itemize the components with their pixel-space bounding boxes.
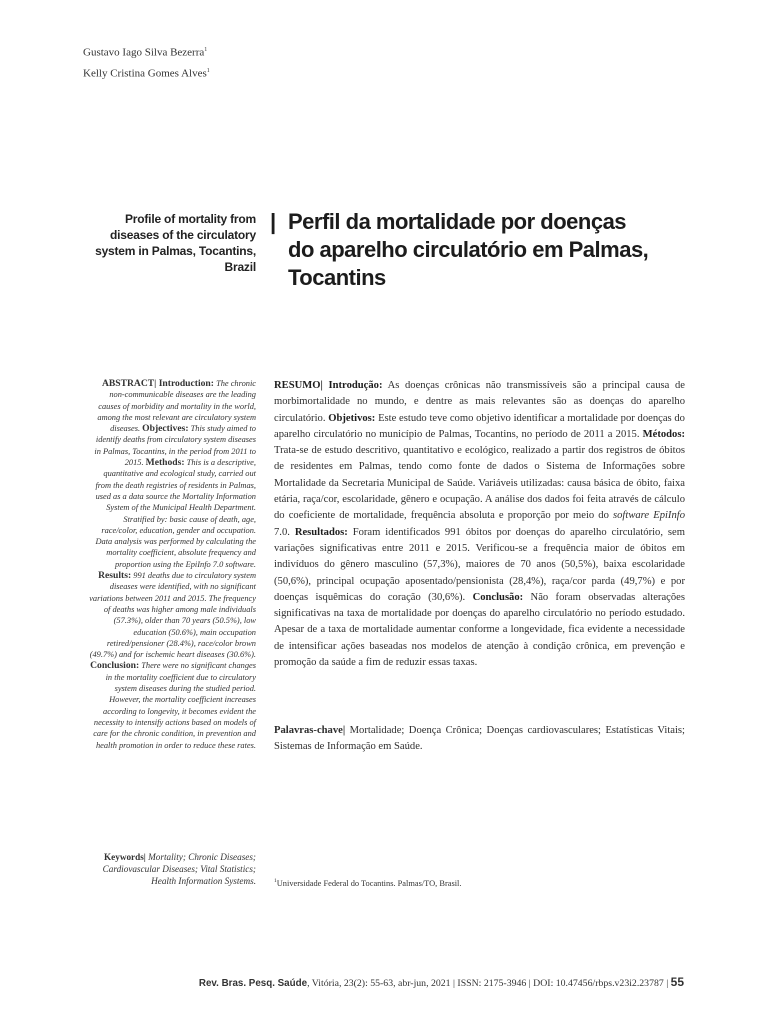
page-number: 55 [670,975,684,989]
citation-info: , Vitória, 23(2): 55-63, abr-jun, 2021 | ISSN: 2175-3946 | DOI: 10.47456/rbps.v23i2.23787 | [307,978,669,989]
author-2 [83,62,210,83]
abstract-objectives-label: Objectives: [142,423,189,435]
author-list [83,41,210,82]
resumo-conclusao: Não foram observadas alterações significativas na taxa de mortalidade por doenças do aparelho circulatório no período estudado. Apesar de a taxa de mortalidade aumentar conforme a longevidade, fica evidente a necessidade de intensificar ações baseadas nos modelos de atenção à condição crônica, em prevenção e promoção da saúde a fim de reduzir essas taxas. [274,591,685,669]
journal-name: Rev. Bras. Pesq. Saúde [198,978,308,989]
title-line-2: do aparelho circulatório em Palmas, [288,237,649,262]
abstract-methods: This is a descriptive, quantitative and ecological study, carried out from the death registries of residents in Palmas, used as a data source the Mortality Information System of the Municipal Health Department. Stratified by: basic cause of death, age, race/color, education, gender and occupation. Data analysis was performed by calculating the mortality coefficient, absolute frequency and proportion using the EpiInfo 7.0 software. [95,458,256,569]
abstract-heading: ABSTRACT| Introduction: [101,378,214,389]
abstract-conclusion: There were no significant changes in the mortality coefficient due to circulatory system diseases during the studied period. However, the mortality coefficient increases according to longevity, it becomes evident the necessity to intensify actions based on models of care for the chronic condition, in prevention and health promotion in order to reduce these rates. [93,661,256,750]
palavras-chave-label: Palavras-chave| [274,725,346,736]
english-title: Profile of mortality from diseases of the circulatory system in Palmas, Tocantins, Brazil [95,212,256,274]
title-line-1: Perfil da mortalidade por doenças [288,209,627,234]
abstract-introduction: The chronic non-communicable diseases are the leading causes of morbidity and mortality in the world, among the most relevant are circulatory system diseases. [97,379,256,434]
affiliation-text: Universidade Federal do Tocantins. Palmas/TO, Brasil. [276,878,462,888]
resumo-objetivos-label: Objetivos: [328,412,376,424]
abstract-objectives: This study aimed to identify deaths from circulatory system diseases in Palmas, Tocantins, in the period from 2011 to 2015. [94,424,256,468]
resumo-metodos-version: 7.0. [274,526,290,538]
author-name: Gustavo Iago Silva Bezerra [83,46,205,59]
author-affiliation-mark: 1 [204,47,208,53]
resumo-metodos: Trata-se de estudo descritivo, quantitativo e ecológico, realizado a partir dos registros de óbitos de residentes em Palmas, tendo como fonte de dados o Sistema de Informações sobre Mortalidade da Secretaria Municipal de Saúde. Variáveis utilizadas: causa básica de óbito, faixa etária, raça/cor, escolaridade, gênero e ocupação. A análise dos dados foi feita através de cálculo do coeficiente de mortalidade, frequência absoluta e proporção por meio do [274,445,685,522]
author-1 [83,41,210,62]
page-footer [199,975,684,989]
keywords-label: Keywords| [104,852,146,862]
title-bar-mark: | [270,209,276,234]
resumo-portuguese [274,378,685,671]
palavras-chave-text: Mortalidade; Doença Crônica; Doenças cardiovasculares; Estatísticas Vitais; Sistemas de Informação em Saúde. [274,725,685,753]
keywords-text: Mortality; Chronic Diseases; Cardiovascular Diseases; Vital Statistics; Health Information Systems. [102,852,256,886]
resumo-software: software EpiInfo [613,510,685,522]
keywords-english [88,851,256,887]
resumo-conclusao-label: Conclusão: [472,591,524,603]
resumo-introducao-label: Introdução: [328,380,383,391]
abstract-results-label: Results: [98,570,132,582]
resumo-resultados-label: Resultados: [294,526,348,538]
abstract-conclusion-label: Conclusion: [90,660,140,672]
abstract-methods-label: Methods: [145,457,185,469]
resumo-introducao: As doenças crônicas não transmissíveis são a principal causa de morbimortalidade no mundo, e dentre as mais relevantes são as doenças do aparelho circulatório. [274,380,685,424]
abstract-english [88,378,256,751]
affiliation-footnote [274,878,461,888]
resumo-metodos-label: Métodos: [642,428,685,440]
resumo-label: RESUMO| [274,380,323,391]
affiliation-mark: 1 [274,878,277,884]
title-line-3: Tocantins [288,265,386,290]
palavras-chave [274,723,685,756]
resumo-resultados: Foram identificados 991 óbitos por doenças do aparelho circulatório, sem variações significativas entre 2011 e 2015. Verificou-se a frequência maior de óbitos em indivíduos do gênero masculino (57,3%), maiores de 70 anos (50,5%), baixa escolaridade (50,6%), principal ocupação aposentado/pensionista (28,4%), raça/cor parda (49,7%) e por doenças isquêmicas do coração (30,6%). [274,526,685,603]
abstract-results: 991 deaths due to circulatory system diseases were identified, with no significant variations between 2011 and 2015. The frequency of deaths was higher among male individuals (57.3%), older than 70 years (50.5%), low education (50.6%), main occupation retired/pensioner (28.4%), race/color brown (49.7%) and for ischemic heart diseases (30.6%). [89,571,256,660]
portuguese-title [270,208,690,292]
author-affiliation-mark: 1 [206,67,210,74]
author-name: Kelly Cristina Gomes Alves [83,67,207,80]
resumo-objetivos: Este estudo teve como objetivo identificar a mortalidade por doenças do aparelho circulatório no município de Palmas, Tocantins, no período de 2011 a 2015. [274,412,685,440]
